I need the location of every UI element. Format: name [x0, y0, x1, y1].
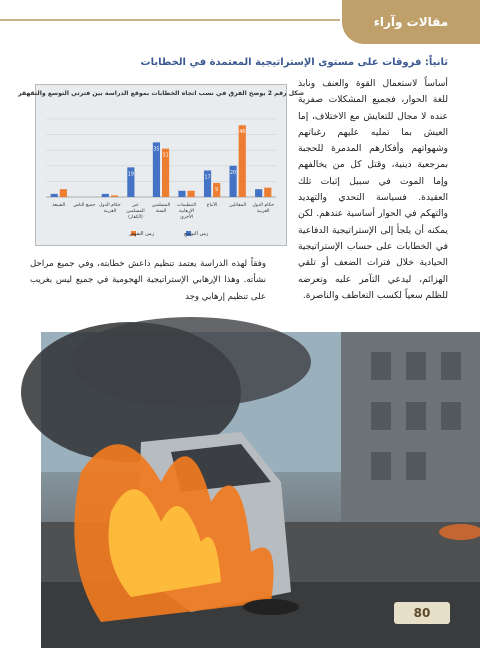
x-tick-label: حكام الدول [252, 203, 275, 208]
x-tick-label: حكام الدول [99, 203, 121, 208]
x-tick-label: السنة [155, 209, 167, 214]
bar-expansion [102, 194, 109, 197]
x-tick-label: (الكفار) [128, 215, 143, 220]
x-tick-label: الأتباع [206, 203, 218, 208]
x-tick-label: المسلمين [151, 203, 171, 208]
bottom-paragraph: وفقاً لهذه الدراسة يعتمد تنظيم داعش خطابته، وفي جميع مراحل نشأته. وهذا الإرهابي الإستراتيجية الهجومية في جميع ليس بغريب على تنظيم إرهابي وجد [30, 259, 266, 302]
x-tick-label: غير [132, 203, 139, 208]
header-rule [0, 19, 340, 21]
legend-label: زمن التوسع [184, 231, 209, 237]
chart-svg [18, 85, 304, 245]
bar-retreat [111, 195, 118, 197]
section-title-text: ثانياً: فروقات على مستوى الإستراتيجية المعتمدة في الخطابات [140, 57, 448, 68]
x-tick-label: المسلمين [126, 209, 145, 214]
bar-expansion [178, 191, 185, 197]
bar-expansion [255, 189, 262, 197]
data-label: 9 [215, 187, 219, 193]
bar-retreat [188, 191, 195, 197]
x-tick-label: الأخرى [180, 215, 193, 220]
chart [18, 84, 304, 246]
data-label: 17 [204, 175, 211, 181]
bar-expansion [51, 194, 58, 197]
page-number: 80 [394, 602, 450, 624]
data-label: 31 [162, 153, 169, 159]
bar-retreat [264, 188, 271, 197]
right-column-paragraph: أساساً لاستعمال القوة والعنف ونابذ للغة الحوار، فجميع المشكلات صفرية عنده لا مجال للتعايش مع الاختلاف، إما العيش بما تمليه عليهم رغباتهم وشهواتهم وأفكارهم المدمرة للحجبة بمرجعية دينية، وقتل كل من يخالفهم وإما الموت في سبيل إثبات تلك العقيدة. فسياسة التحدي والتهديد والتهكم في الحوار أساسية عندهم. لكن يمكنه أن يلجأ إلى الإستراتيجية الدفاعية في الخطابات على حساب الإستراتيجية الحيادية خلال فترات الضعف أو تلقي الهزائم، ليدعي التآمر عليه وتعرضه للظلم سعياً لكسب التعاطف والناصرة. [298, 78, 448, 301]
x-tick-label: جميع الناس [73, 203, 96, 208]
x-tick-label: التنظيمات [177, 203, 197, 208]
x-tick-label: المقاتلين [229, 203, 247, 208]
section-tab: مقالات وآراء [342, 0, 480, 44]
legend-label: زمن التقهقر [129, 231, 155, 237]
chart-title: شكل رقم 2 يوضح الفرق في نسب اتجاه الخطابات بموقع الدراسة بين فترتي التوسع والتقهقر [18, 90, 304, 97]
bar-retreat [60, 189, 67, 197]
data-label: 46 [239, 130, 246, 136]
x-tick-label: العربية [256, 209, 270, 214]
data-label: 35 [153, 147, 160, 153]
section-title [28, 57, 448, 68]
bar-retreat [239, 125, 246, 197]
burning-vehicle-photo [41, 332, 480, 648]
photo-illustration [41, 332, 480, 648]
x-tick-label: الشيعة [52, 203, 66, 208]
bar-expansion [204, 170, 211, 197]
x-tick-label: الإرهابية [179, 209, 195, 214]
x-tick-label: الغربية [103, 209, 117, 214]
data-label: 20 [230, 170, 237, 176]
data-label: 19 [127, 172, 134, 178]
